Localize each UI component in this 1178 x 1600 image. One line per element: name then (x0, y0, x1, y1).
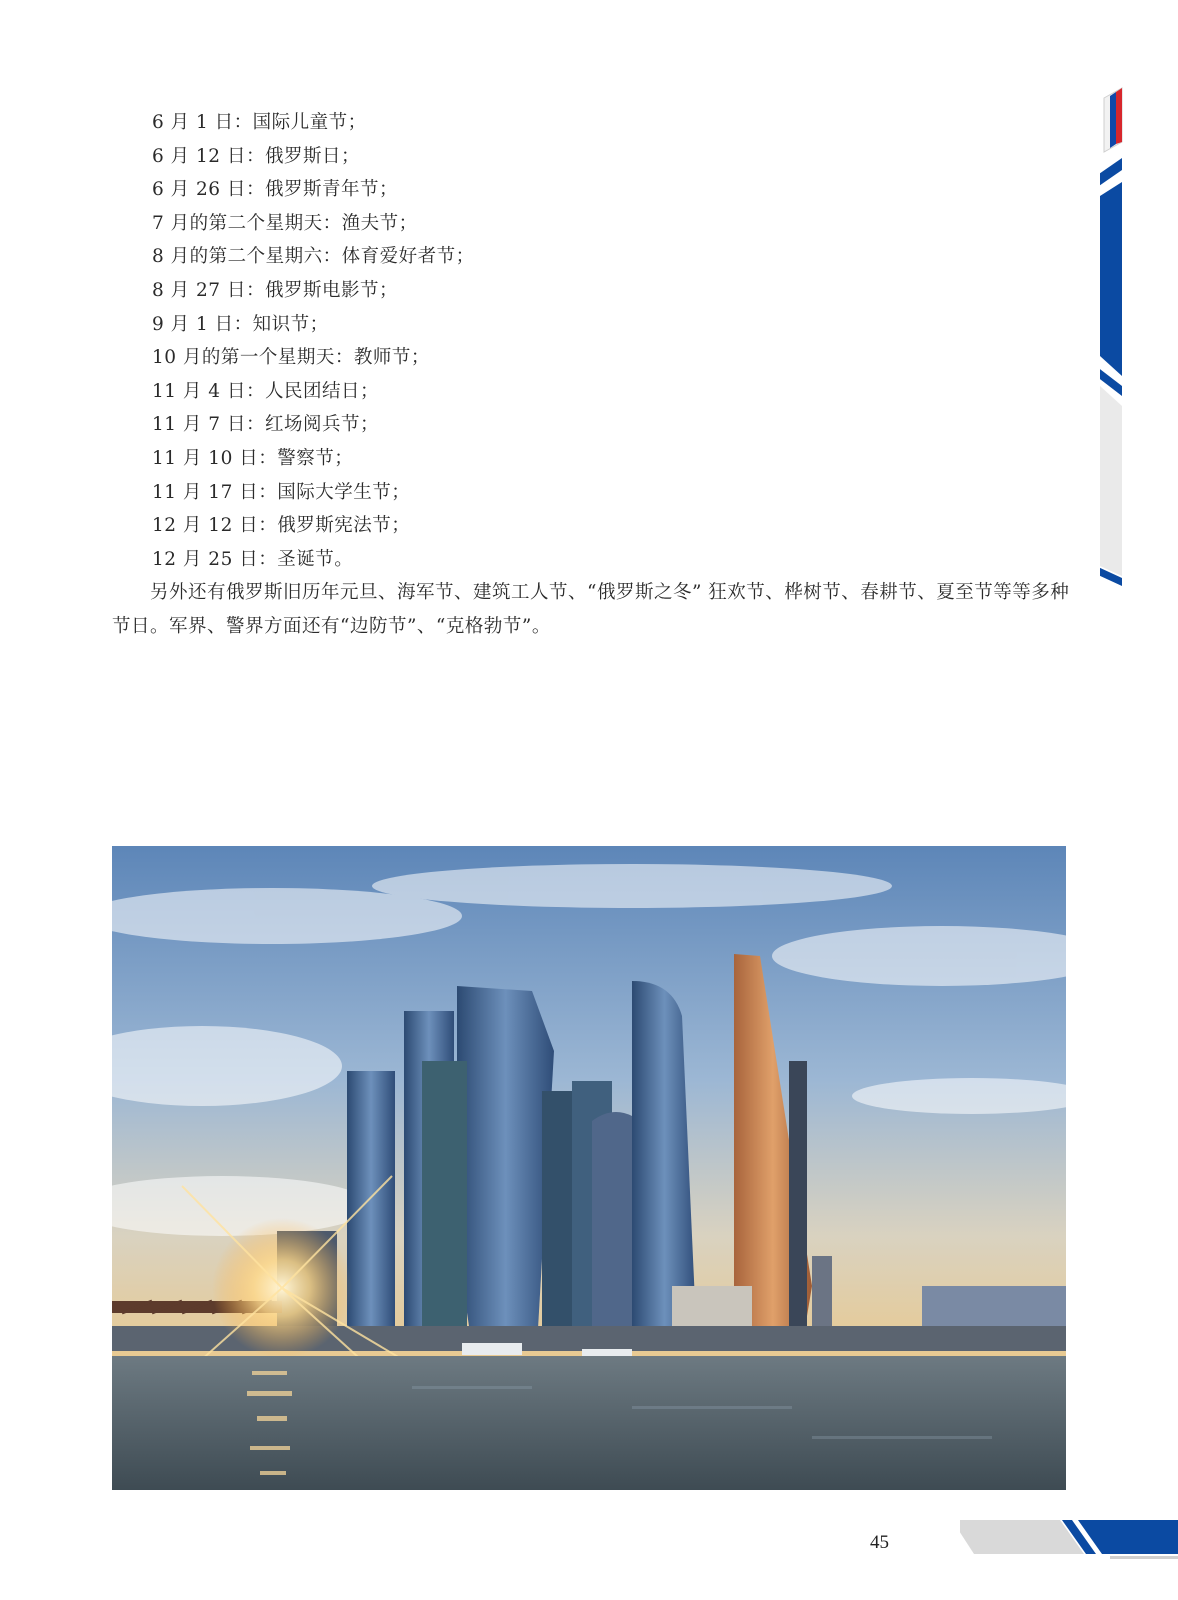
russian-flag-icon (1104, 88, 1122, 152)
holiday-item: 8 月 27 日：俄罗斯电影节； (152, 279, 398, 301)
holiday-item: 6 月 12 日：俄罗斯日； (152, 145, 360, 167)
holiday-item: 9 月 1 日：知识节； (152, 313, 329, 335)
page-number: 45 (870, 1532, 889, 1553)
holiday-item: 7 月的第二个星期天：渔夫节； (152, 212, 418, 234)
holiday-item: 11 月 10 日：警察节； (152, 447, 354, 469)
holiday-item: 10 月的第一个星期天：教师节； (152, 347, 430, 369)
holiday-item: 11 月 4 日：人民团结日； (152, 380, 379, 402)
holiday-item: 12 月 25 日：圣诞节。 (152, 548, 354, 570)
skyline-illustration (112, 846, 1066, 1490)
holiday-item: 6 月 1 日：国际儿童节； (152, 112, 367, 133)
holiday-list (152, 106, 475, 576)
body-paragraph: 另外还有俄罗斯旧历年元旦、海军节、建筑工人节、“俄罗斯之冬” 狂欢节、桦树节、春耕节、夏至节等等多种节日。军界、警界方面还有“边防节”、“克格勃节”。 (112, 582, 1070, 637)
side-flag-decoration (1100, 86, 1178, 606)
holiday-item: 12 月 12 日：俄罗斯宪法节； (152, 515, 411, 537)
holiday-item: 8 月的第二个星期六：体育爱好者节； (152, 246, 475, 268)
skyline-photo (112, 846, 1066, 1490)
holiday-item: 6 月 26 日：俄罗斯青年节； (152, 179, 398, 201)
bottom-stripe-decoration (960, 1520, 1178, 1570)
holiday-item: 11 月 17 日：国际大学生节； (152, 481, 411, 503)
holiday-item: 11 月 7 日：红场阅兵节； (152, 414, 379, 436)
